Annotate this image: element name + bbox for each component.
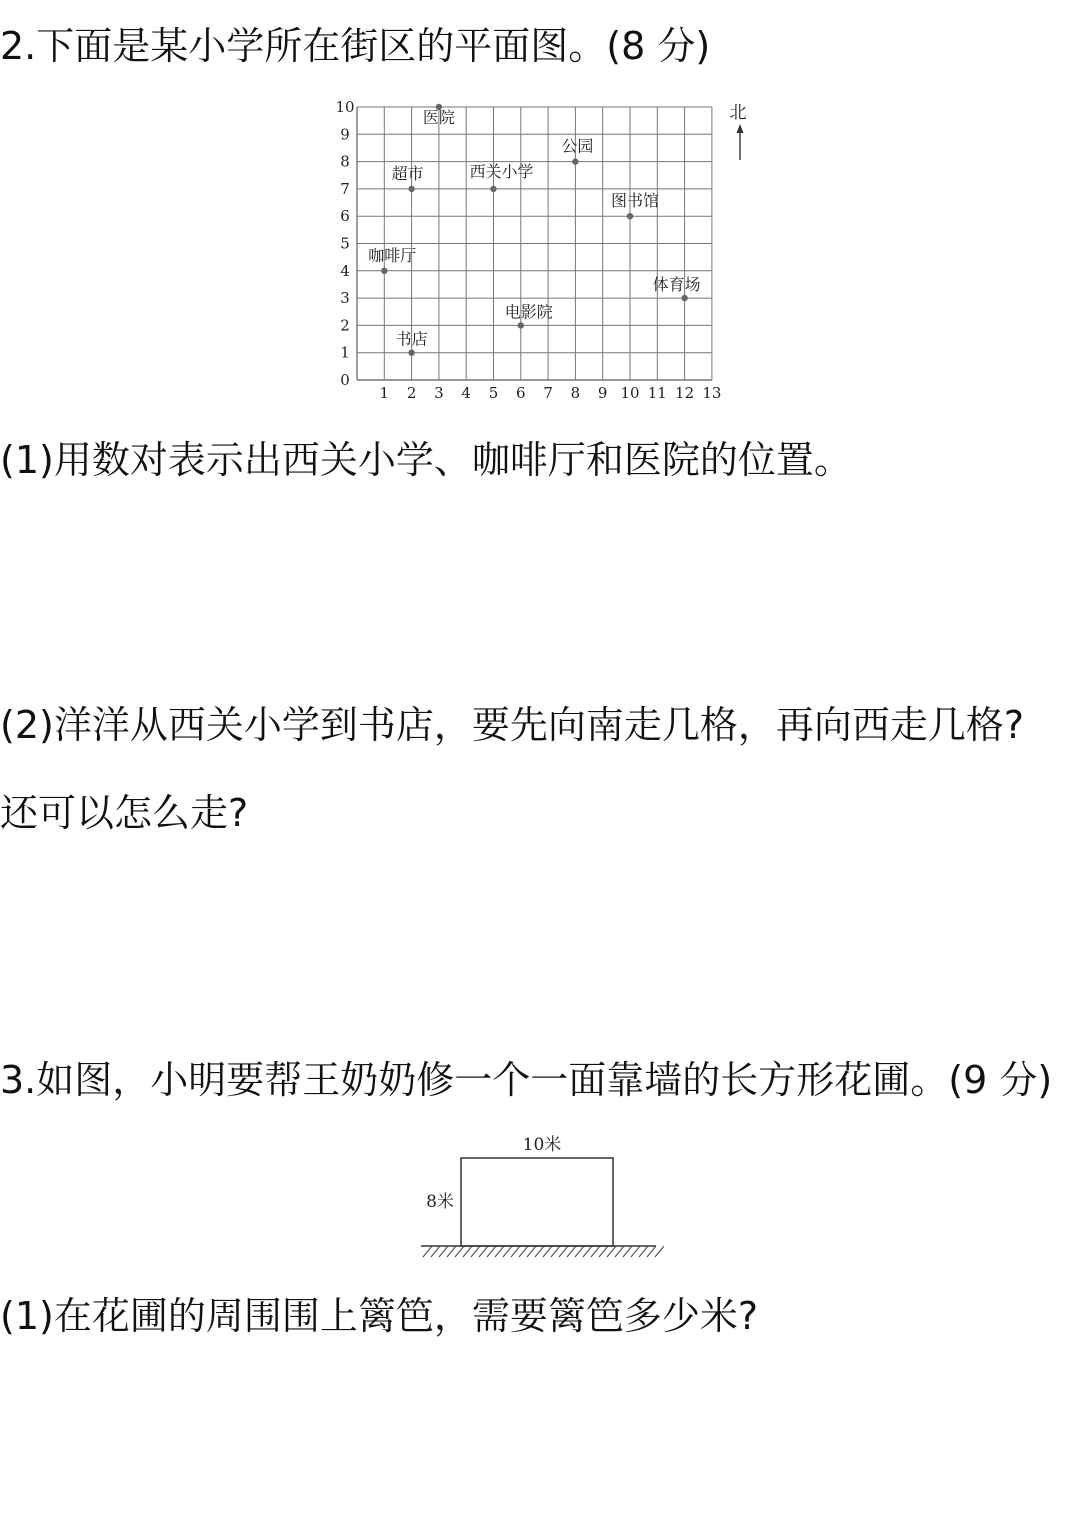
hatch-line bbox=[463, 1246, 472, 1257]
map-point-dot bbox=[518, 322, 524, 328]
hatch-line bbox=[583, 1246, 592, 1257]
x-tick-label: 5 bbox=[488, 384, 499, 398]
hatch-line bbox=[423, 1246, 432, 1257]
x-tick-label: 9 bbox=[597, 384, 608, 398]
y-tick-label: 1 bbox=[340, 343, 350, 362]
map-point-dot bbox=[627, 213, 633, 219]
hatch-line bbox=[431, 1246, 440, 1257]
map-point-dot bbox=[681, 295, 687, 301]
hatch-line bbox=[455, 1246, 464, 1257]
hatch-line bbox=[591, 1246, 600, 1257]
x-tick-labels bbox=[380, 384, 722, 398]
y-tick-label: 5 bbox=[340, 234, 350, 253]
q2-part2-line1: (2)洋洋从西关小学到书店，要先向南走几格，再向西走几格? bbox=[0, 703, 1024, 747]
y-tick-label: 3 bbox=[340, 289, 350, 308]
y-tick-label: 4 bbox=[340, 261, 350, 280]
q3-part1: (1)在花圃的周围围上篱笆，需要篱笆多少米? bbox=[0, 1294, 758, 1338]
y-tick-label: 7 bbox=[340, 179, 350, 198]
x-tick-label: 11 bbox=[647, 384, 667, 398]
x-tick-label: 13 bbox=[702, 384, 722, 398]
y-tick-label: 6 bbox=[340, 207, 350, 226]
map-point-label: 超市 bbox=[391, 163, 424, 183]
y-tick-label: 0 bbox=[340, 371, 350, 389]
hatch-line bbox=[471, 1246, 480, 1257]
map-point-dot bbox=[490, 186, 496, 192]
q2-title: 2.下面是某小学所在街区的平面图。(8 分) bbox=[0, 24, 711, 68]
garden-width-label: 10米 bbox=[522, 1135, 562, 1155]
map-point-dot bbox=[572, 158, 578, 164]
y-tick-label: 2 bbox=[340, 316, 350, 335]
x-tick-label: 8 bbox=[570, 384, 581, 398]
north-label: 北 bbox=[729, 103, 747, 123]
y-tick-label: 8 bbox=[340, 152, 350, 171]
q2-part2-line2: 还可以怎么走? bbox=[0, 791, 249, 835]
hatch-line bbox=[519, 1246, 528, 1257]
hatch-line bbox=[655, 1246, 664, 1257]
x-tick-label: 12 bbox=[675, 384, 695, 398]
hatch-line bbox=[551, 1246, 560, 1257]
map-point-label: 体育场 bbox=[652, 275, 701, 295]
y-tick-label: 9 bbox=[340, 125, 350, 144]
hatch-line bbox=[543, 1246, 552, 1257]
hatch-line bbox=[503, 1246, 512, 1257]
map-point-label: 咖啡厅 bbox=[368, 245, 417, 265]
hatch-line bbox=[599, 1246, 608, 1257]
hatch-line bbox=[575, 1246, 584, 1257]
x-tick-label: 1 bbox=[379, 384, 390, 398]
x-tick-label: 3 bbox=[434, 384, 444, 398]
north-arrow bbox=[730, 103, 747, 160]
hatch-line bbox=[615, 1246, 624, 1257]
hatch-line bbox=[647, 1246, 656, 1257]
x-tick-label: 10 bbox=[620, 384, 640, 398]
x-tick-label: 7 bbox=[543, 384, 553, 398]
y-tick-label: 10 bbox=[335, 98, 355, 116]
map-point-dot bbox=[408, 186, 414, 192]
hatch-line bbox=[479, 1246, 488, 1257]
hatch-line bbox=[527, 1246, 536, 1257]
x-tick-label: 4 bbox=[461, 384, 471, 398]
hatch-line bbox=[487, 1246, 496, 1257]
grid-map bbox=[0, 98, 1080, 398]
hatch-line bbox=[511, 1246, 520, 1257]
hatch-line bbox=[447, 1246, 456, 1257]
map-point-label: 电影院 bbox=[504, 302, 553, 322]
q2-part1: (1)用数对表示出西关小学、咖啡厅和医院的位置。 bbox=[0, 438, 852, 482]
hatch-line bbox=[631, 1246, 640, 1257]
hatch-line bbox=[567, 1246, 576, 1257]
map-point-label: 医院 bbox=[422, 108, 455, 127]
hatch-line bbox=[495, 1246, 504, 1257]
map-points bbox=[368, 104, 700, 356]
map-point-label: 西关小学 bbox=[469, 161, 534, 181]
hatch-line bbox=[559, 1246, 568, 1257]
garden-rectangle bbox=[461, 1158, 613, 1246]
north-arrow-head bbox=[737, 124, 744, 133]
garden-diagram bbox=[0, 1125, 1080, 1265]
x-tick-label: 6 bbox=[516, 384, 526, 398]
hatch-line bbox=[439, 1246, 448, 1257]
map-point-dot bbox=[408, 350, 414, 356]
wall-hatching bbox=[423, 1246, 664, 1257]
map-point-label: 图书馆 bbox=[610, 191, 660, 211]
hatch-line bbox=[535, 1246, 544, 1257]
map-point-label: 公园 bbox=[561, 136, 594, 156]
map-point-dot bbox=[381, 268, 387, 274]
hatch-line bbox=[623, 1246, 632, 1257]
x-tick-label: 2 bbox=[406, 384, 417, 398]
hatch-line bbox=[607, 1246, 616, 1257]
hatch-line bbox=[639, 1246, 648, 1257]
q3-title: 3.如图，小明要帮王奶奶修一个一面靠墙的长方形花圃。(9 分) bbox=[0, 1058, 1053, 1102]
y-tick-labels bbox=[335, 98, 354, 389]
garden-height-label: 8米 bbox=[426, 1192, 454, 1212]
map-point-label: 书店 bbox=[395, 329, 428, 349]
